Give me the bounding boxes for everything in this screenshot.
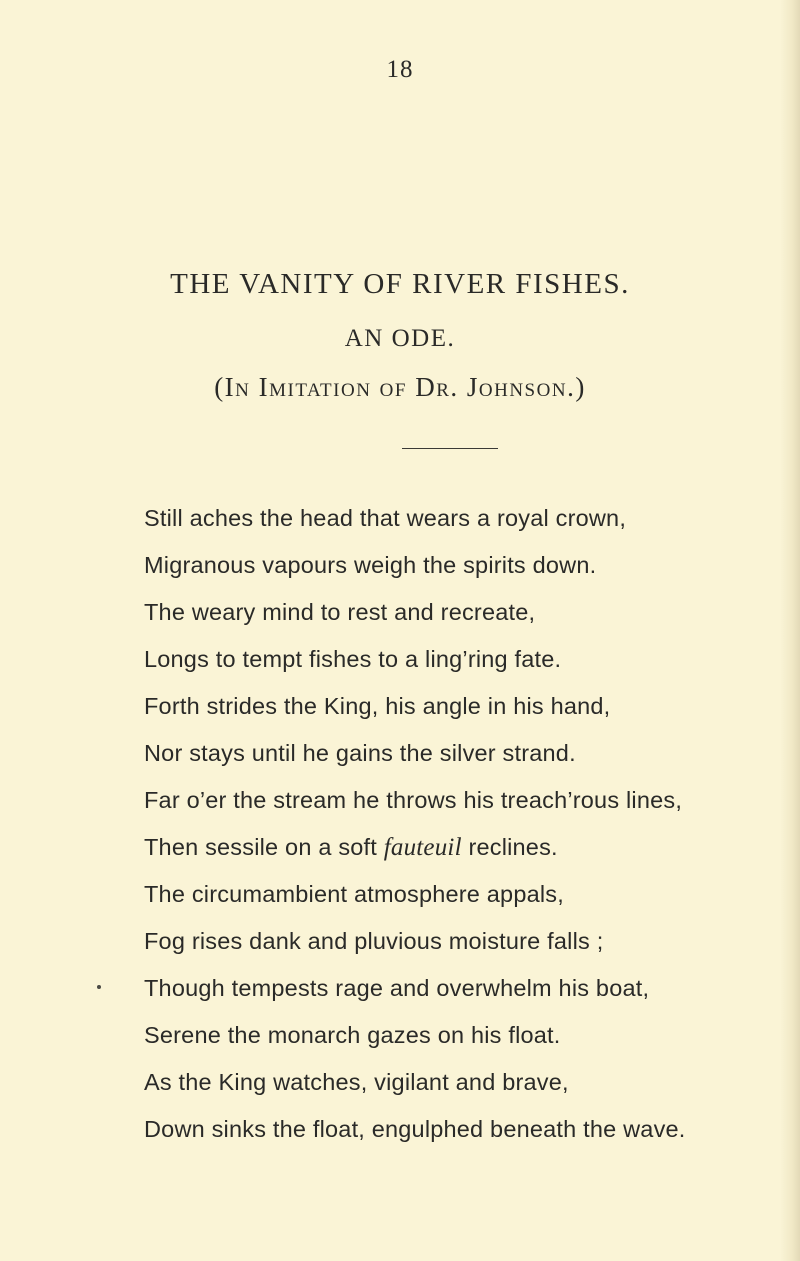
line-text: Then sessile on a soft [144, 834, 384, 860]
poem-line: As the King watches, vigilant and brave, [144, 1069, 569, 1095]
poem-line: Though tempests rage and overwhelm his boat, [144, 975, 650, 1001]
poem-line: Forth strides the King, his angle in his hand, [144, 693, 611, 719]
poem-line: Migranous vapours weigh the spirits down. [144, 552, 597, 578]
poem-line: Still aches the head that wears a royal crown, [144, 505, 627, 531]
poem-line [144, 833, 784, 880]
emphasized-word: fauteuil [383, 834, 462, 861]
section-divider [402, 448, 498, 449]
poem-line: The circumambient atmosphere appals, [144, 881, 564, 907]
poem-line: Serene the monarch gazes on his float. [144, 1022, 561, 1048]
ink-speck [97, 985, 101, 989]
line-text: reclines. [461, 834, 558, 860]
poem-subtitle: AN ODE. [344, 325, 456, 352]
poem-line: Far o’er the stream he throws his treach’rous lines, [144, 787, 683, 813]
poem-line: Longs to tempt fishes to a ling’ring fate. [144, 646, 562, 672]
poem-attribution: (In Imitation of Dr. Johnson.) [214, 372, 586, 402]
poem-body [144, 504, 784, 1162]
page-number: 18 [386, 56, 414, 83]
poem-line: Nor stays until he gains the silver strand. [144, 740, 576, 766]
poem-line: The weary mind to rest and recreate, [144, 599, 536, 625]
poem-line: Down sinks the float, engulphed beneath the wave. [144, 1116, 686, 1142]
poem-line: Fog rises dank and pluvious moisture falls ; [144, 928, 604, 954]
poem-title: THE VANITY OF RIVER FISHES. [170, 268, 630, 300]
